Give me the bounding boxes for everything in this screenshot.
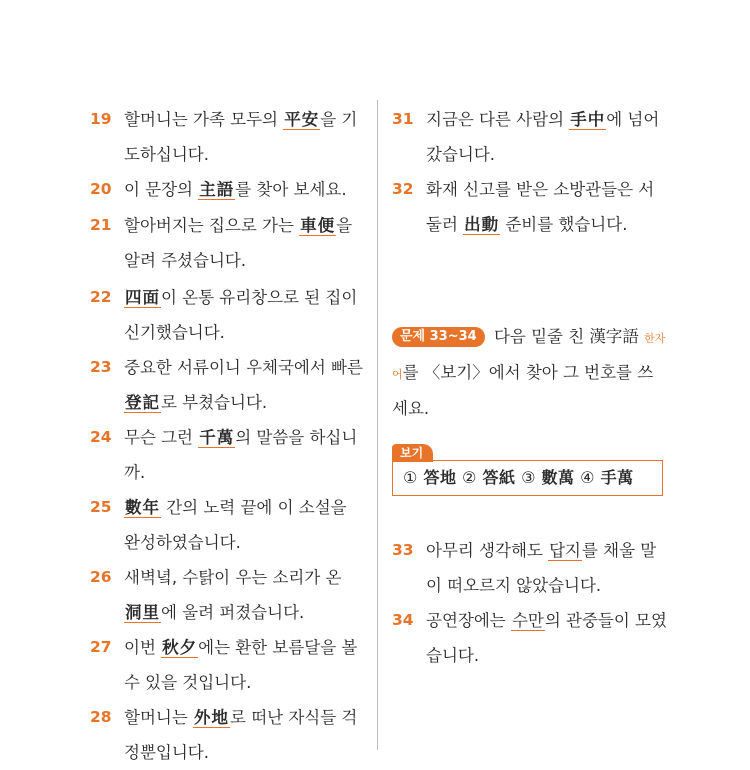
hanja-gloss: 한자어 bbox=[392, 332, 666, 381]
underlined-word: 主語 bbox=[199, 180, 235, 199]
question-number: 19 bbox=[90, 110, 112, 128]
question-19: 19 할머니는 가족 모두의 平安을 기도하십니다. bbox=[90, 102, 365, 172]
hanja-term: 漢字語 bbox=[589, 327, 639, 346]
question-31: 31 지금은 다른 사람의 手中에 넘어갔습니다. bbox=[392, 102, 667, 172]
question-number: 22 bbox=[90, 288, 112, 306]
question-number: 28 bbox=[90, 708, 112, 726]
underlined-word: 洞里 bbox=[125, 603, 160, 622]
column-divider bbox=[377, 100, 378, 750]
question-27: 27 이번 秋夕에는 환한 보름달을 볼 수 있을 것입니다. bbox=[90, 630, 365, 700]
example-box-label: 보기 bbox=[392, 444, 433, 462]
underlined-word: 外地 bbox=[194, 708, 230, 727]
option-word: 答紙 bbox=[482, 468, 516, 487]
question-number: 26 bbox=[90, 568, 112, 586]
question-21: 21 할아버지는 집으로 가는 車便을 알려 주셨습니다. bbox=[90, 208, 365, 278]
option-word: 手萬 bbox=[600, 468, 634, 487]
question-32: 32 화재 신고를 받은 소방관들은 서둘러 出動 준비를 했습니다. bbox=[392, 172, 667, 242]
underlined-word: 수만 bbox=[511, 611, 544, 630]
question-number: 32 bbox=[392, 180, 414, 198]
question-26: 26 새벽녘, 수탉이 우는 소리가 온 洞里에 울려 퍼졌습니다. bbox=[90, 560, 365, 630]
option-word: 答地 bbox=[423, 468, 457, 487]
underlined-word: 車便 bbox=[300, 216, 336, 235]
question-33: 33 아무리 생각해도 답지를 채울 말이 떠오르지 않았습니다. bbox=[392, 533, 667, 603]
underlined-word: 千萬 bbox=[199, 428, 235, 447]
question-24: 24 무슨 그런 千萬의 말씀을 하십니까. bbox=[90, 420, 365, 490]
underlined-word: 手中 bbox=[570, 110, 606, 129]
question-34: 34 공연장에는 수만의 관중들이 모였습니다. bbox=[392, 603, 667, 673]
question-22: 22 四面이 온통 유리창으로 된 집이 신기했습니다. bbox=[90, 280, 365, 350]
underlined-word: 平安 bbox=[284, 110, 320, 129]
question-number: 25 bbox=[90, 498, 112, 516]
underlined-word: 답지 bbox=[549, 541, 581, 560]
question-28: 28 할머니는 外地로 떠난 자식들 걱정뿐입니다. bbox=[90, 700, 365, 770]
instruction-prompt: 문제 33~34 다음 밑줄 친 漢字語 한자어를 〈보기〉에서 찾아 그 번호를 쓰세요. bbox=[392, 327, 666, 418]
underlined-word: 出動 bbox=[464, 215, 500, 234]
underlined-word: 四面 bbox=[125, 288, 160, 307]
question-number: 27 bbox=[90, 638, 112, 656]
question-23: 23 중요한 서류이니 우체국에서 빠른 登記로 부쳤습니다. bbox=[90, 350, 365, 420]
question-number: 21 bbox=[90, 216, 112, 234]
question-number: 23 bbox=[90, 358, 112, 376]
question-number: 31 bbox=[392, 110, 414, 128]
question-number: 20 bbox=[90, 180, 112, 198]
option-word: 數萬 bbox=[541, 468, 575, 487]
question-number: 24 bbox=[90, 428, 112, 446]
underlined-word: 登記 bbox=[125, 393, 160, 412]
problem-range-badge: 문제 33~34 bbox=[392, 327, 485, 347]
question-25: 25 數年 간의 노력 끝에 이 소설을 완성하였습니다. bbox=[90, 490, 365, 560]
underlined-word: 秋夕 bbox=[162, 638, 198, 657]
question-number: 34 bbox=[392, 611, 414, 629]
example-box: ① 答地 ② 答紙 ③ 數萬 ④ 手萬 bbox=[392, 460, 663, 496]
question-20: 20 이 문장의 主語를 찾아 보세요. bbox=[90, 172, 365, 207]
underlined-word: 數年 bbox=[125, 498, 160, 517]
question-number: 33 bbox=[392, 541, 414, 559]
